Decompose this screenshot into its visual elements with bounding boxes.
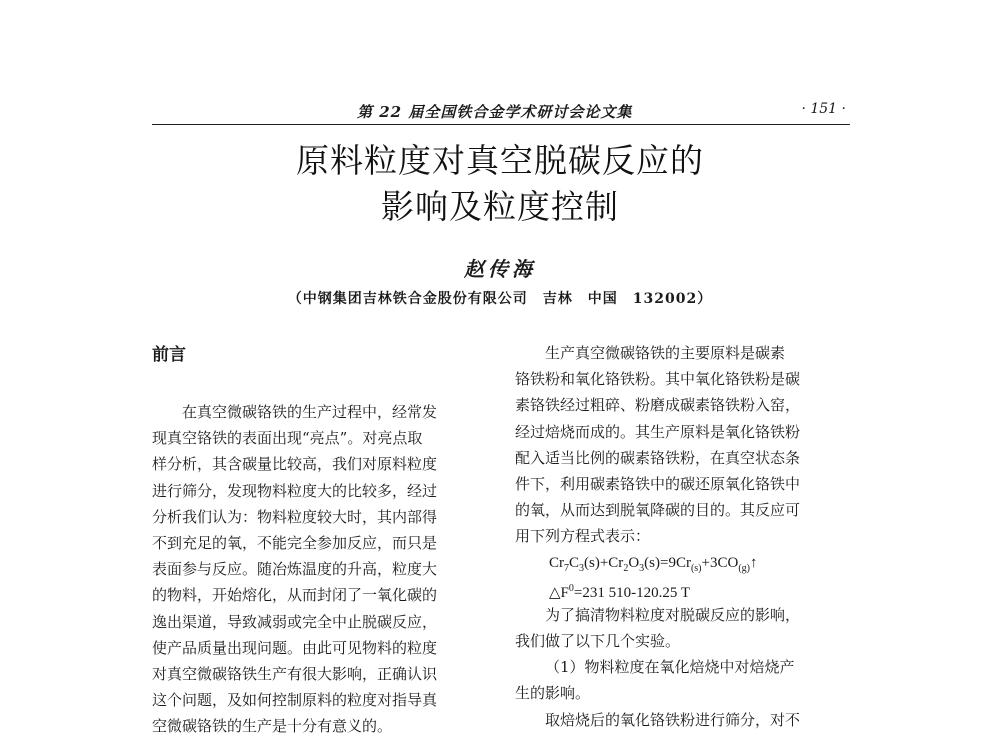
body-line: 我们做了以下几个实验。 — [515, 632, 681, 651]
body-line: 样分析，其含碳量比较高，我们对原料粒度 — [152, 455, 438, 474]
author-name: 赵传海 — [464, 257, 536, 281]
running-header — [152, 98, 850, 125]
body-line: 不到充足的氧，不能完全参加反应，而只是 — [152, 533, 438, 552]
running-title: 第 22 届全国铁合金学术研讨会论文集 — [357, 103, 633, 121]
body-line: 经过焙烧而成的。其生产原料是氧化铬铁粉 — [515, 422, 801, 441]
reaction-equation: $Cr_7C_3(s)+Cr_2O_3(s)=9Cr_{(s)}+3CO_{(g)}↑$ — [549, 554, 758, 574]
body-line: 铬铁粉和氧化铬铁粉。其中氧化铬铁粉是碳 — [515, 370, 801, 389]
body-line: 这个问题，及如何控制原料的粒度对指导真 — [152, 691, 438, 710]
body-line: 空微碳铬铁的生产是十分有意义的。 — [152, 717, 393, 736]
body-line: 分析我们认为：物料粒度较大时，其内部得 — [152, 507, 438, 526]
body-line: 用下列方程式表示： — [515, 527, 651, 546]
body-line: 生产真空微碳铬铁的主要原料是碳素 — [545, 344, 786, 362]
body-line: 使产品质量出现问题。由此可见物料的粒度 — [152, 638, 438, 657]
page-number: · 151 · — [801, 101, 846, 117]
section-heading-preface: 前言 — [152, 345, 186, 365]
title-line-1: 原料粒度对真空脱碳反应的 — [296, 141, 704, 180]
body-line: 素铬铁经过粗碎、粉磨成碳素铬铁粉入窑， — [515, 396, 801, 415]
left-column — [152, 340, 492, 739]
author-affiliation: （中钢集团吉林铁合金股份有限公司 吉林 中国 132002） — [287, 291, 713, 307]
body-line: 进行筛分，发现物料粒度大的比较多，经过 — [152, 481, 438, 500]
body-line: 取焙烧后的氧化铬铁粉进行筛分，对不 — [545, 710, 801, 729]
body-line: （1）物料粒度在氧化焙烧中对焙烧产 — [545, 658, 795, 677]
body-line: 对真空微碳铬铁生产有很大影响，正确认识 — [152, 664, 438, 683]
free-energy-equation: $\triangle F^0=231$ 510-120.25 T — [549, 582, 690, 601]
paper-title — [0, 138, 1000, 230]
right-column — [515, 340, 860, 733]
body-line: 的氧，从而达到脱氧降碳的目的。其反应可 — [515, 501, 801, 520]
body-line: 逸出渠道，导致减弱或完全中止脱碳反应， — [152, 612, 438, 631]
body-line: 表面参与反应。随冶炼温度的升高，粒度大 — [152, 560, 438, 579]
title-line-2: 影响及粒度控制 — [381, 187, 619, 226]
body-line: 为了搞清物料粒度对脱碳反应的影响， — [545, 605, 801, 624]
body-line: 现真空铬铁的表面出现“亮点”。对亮点取 — [152, 429, 423, 448]
body-line: 的物料，开始熔化，从而封闭了一氧化碳的 — [152, 586, 438, 605]
body-line: 在真空微碳铬铁的生产过程中，经常发 — [182, 403, 438, 421]
body-line: 件下，利用碳素铬铁中的碳还原氧化铬铁中 — [515, 474, 801, 493]
body-line: 生的影响。 — [515, 684, 591, 703]
body-line: 配入适当比例的碳素铬铁粉，在真空状态条 — [515, 448, 801, 467]
